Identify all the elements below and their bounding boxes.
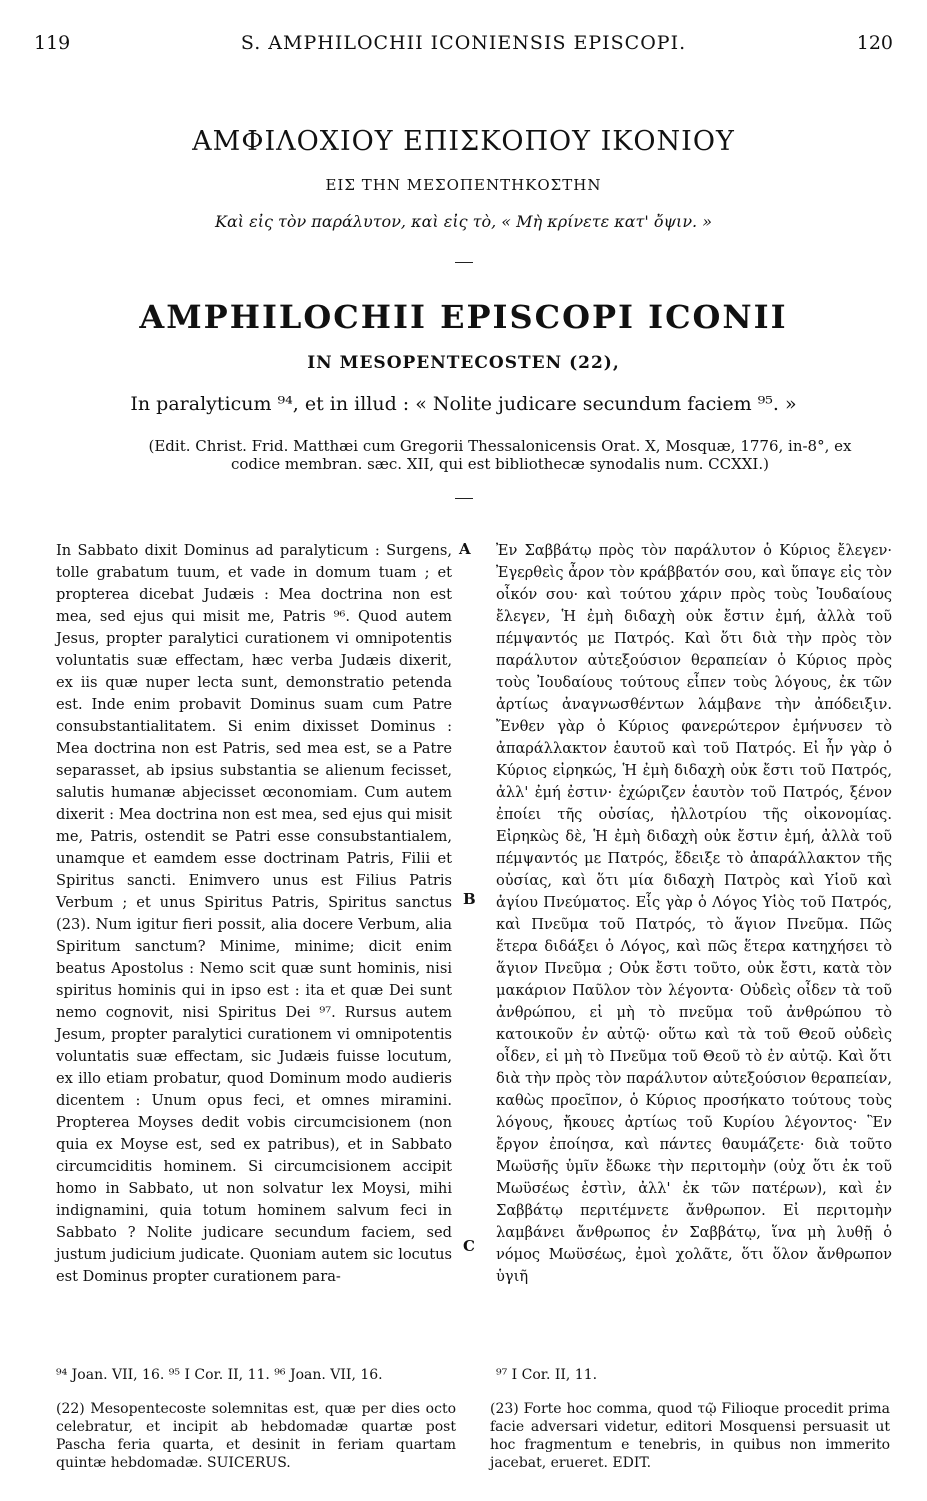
greek-text: Ἐν Σαββάτῳ πρὸς τὸν παράλυτον ὁ Κύριος ἔλεγεν· Ἐγερθεὶς ἆρον τὸν κράββατόν σου, καὶ ὕπαγε εἰς τὸν οἶκόν σου· καὶ τούτου χάριν πρὸς τοὺς Ἰουδαίους ἔλεγεν, Ἡ ἐμὴ διδαχὴ οὐκ ἔστιν ἐμή, ἀλλὰ τοῦ πέμψαντός με Πατρός. Καὶ ὅτι διὰ τὴν πρὸς τὸν παράλυτον αὐτεξούσιον θεραπείαν ὁ Κύριος πρὸς τοὺς Ἰουδαίους τούτους εἶπεν τοὺς λόγους, ἐκ τῶν ἀρτίως ἀναγνωσθέντων λάμβανε τὴν ἀπόδειξιν. Ἔνθεν γὰρ ὁ Κύριος φανερώτερον ἐμήνυσεν τὸ ἀπαράλλακτον ἑαυτοῦ καὶ τοῦ Πατρός. Εἰ ἦν γὰρ ὁ Κύριος εἰρηκώς, Ἡ ἐμὴ διδαχὴ οὐκ ἔστι τοῦ Πατρός, ἀλλ' ἐμή ἐστιν· ἐχώριζεν ἑαυτὸν τοῦ Πατρός, ξένον ἐποίει τῆς οὐσίας, ἠλλοτρίου τῆς οἰκονομίας. Εἰρηκὼς δὲ, Ἡ ἐμὴ διδαχὴ οὐκ ἔστιν ἐμή, ἀλλὰ τοῦ πέμψαντός με Πατρός, ἔδειξε τὸ ἀπαράλλακτον τῆς οὐσίας, καὶ ὅτι μία διδαχὴ Πατρὸς καὶ Υἱοῦ καὶ ἁγίου Πνεύματος. Εἷς γὰρ ὁ Λόγος Υἱὸς τοῦ Πατρός, καὶ Πνεῦμα τοῦ Πατρός, τὸ ἅγιον Πνεῦμα. Πῶς ἕτερα διδάξει ὁ Λόγος, καὶ πῶς ἕτερα κατηχήσει τὸ ἅγιον Πνεῦμα ; Οὐκ ἔστι τοῦτο, οὐκ ἔστι, κατὰ τὸν μακάριον Παῦλον τὸν λέγοντα· Οὐδεὶς οἶδεν τὰ τοῦ ἀνθρώπου, εἰ μὴ τὸ πνεῦμα τοῦ ἀνθρώπου τὸ κατοικοῦν ἐν αὐτῷ· οὕτω καὶ τὰ τοῦ Θεοῦ οὐδεὶς οἶδεν, εἰ μὴ τὸ Πνεῦμα τοῦ Θεοῦ τὸ ἐν αὐτῷ. Καὶ ὅτι διὰ τὴν πρὸς τὸν παράλυτον αὐτεξούσιον θεραπείαν, καθὼς προεῖπον, ὁ Κύριος προσήκατο τούτους τοὺς λόγους, ἤκουες ἀρτίως τοῦ Κυρίου λέγοντος· Ἓν ἔργον ἐποίησα, καὶ πάντες θαυμάζετε· διὰ τοῦτο Μωϋσῆς ὑμῖν ἔδωκε τὴν περιτομὴν (οὐχ ὅτι ἐκ τοῦ Μωϋσέως ἐστὶν, ἀλλ' ἐκ τῶν πατέρων), καὶ ἐν Σαββάτῳ περιτέμνετε ἄνθρωπον. Εἰ περιτομὴν λαμβάνει ἄνθρωπος ἐν Σαββάτῳ, ἵνα μὴ λυθῇ ὁ νόμος Μωϋσέως, ἐμοὶ χολᾶτε, ὅτι ὅλον ἄνθρωπον ὑγιῆ — [496, 542, 892, 1285]
latin-column — [56, 540, 452, 1288]
greek-column — [496, 540, 892, 1288]
footnote-22: (22) Mesopentecoste solemnitas est, quæ per dies octo celebratur, et incipit ab hebdomadæ quartæ post Pascha feria quarta, et desinit in feriam quartam quintæ hebdomadæ. SUICERUS. — [56, 1401, 456, 1471]
footnote-23: (23) Forte hoc comma, quod τῷ Filioque procedit prima facie adversari videtur, editori Mosquensi persuasit ut hoc fragmentum e tenebris, in quibus non immerito jacebat, erueret. EDIT. — [490, 1401, 890, 1471]
greek-subtitle: ΕΙΣ ΤΗΝ ΜΕΣΟΠΕΝΤΗΚΟΣΤΗΝ — [325, 176, 602, 194]
edition-note: (Edit. Christ. Frid. Matthæi cum Gregorii Thessalonicensis Orat. X, Mosquæ, 1776, in-8°, ex codice membran. sæc. XII, qui est bibliothecæ synodalis num. CCXXI.) — [148, 437, 852, 473]
greek-subtitle-2: Καὶ εἰς τὸν παράλυτον, καὶ εἰς τὸ, « Μὴ κρίνετε κατ' ὄψιν. » — [214, 212, 713, 231]
latin-text: In Sabbato dixit Dominus ad paralyticum : Surgens, tolle grabatum tuum, et vade in domum tuam ; et propterea dicebat Judæis : Mea doctrina non est mea, sed ejus qui misit me, Patris ⁹⁶. Quod autem Jesus, propter paralytici curationem vi omnipotentis voluntatis suæ effectam, hæc verba Judæis dixerit, ex iis quæ nuper lecta sunt, demonstratio petenda est. Inde enim probavit Dominus suam cum Patre consubstantialitatem. Si enim dixisset Dominus : Mea doctrina non est Patris, sed mea est, se a Patre separasset, ab ipsius substantia se alienum fecisset, salutis humanæ abjecisset œconomiam. Cum autem dixerit : Mea doctrina non est mea, sed ejus qui misit me, Patris, ostendit se Patri esse consubstantialem, unamque et eamdem esse doctrinam Patris, Filii et Spiritus sancti. Enimvero unus est Filius Patris Verbum ; et unus Spiritus Patris, Spiritus sanctus (23). Num igitur fieri possit, alia docere Verbum, alia Spiritum sanctum? Minime, minime; dicit enim beatus Apostolus : Nemo scit quæ sunt hominis, nisi spiritus hominis qui in ipso est : ita et quæ Dei sunt nemo cognovit, nisi Spiritus Dei ⁹⁷. Rursus autem Jesum, propter paralytici curationem vi omnipotentis voluntatis suæ effectam, sic Judæis fuisse locutum, ex illo etiam probatur, quod Dominum modo audieris dicentem : Unum opus feci, et omnes miramini. Propterea Moyses dedit vobis circumcisionem (non quia ex Moyse est, sed ex patribus), et in Sabbato circumciditis hominem. Si circumcisionem accipit homo in Sabbato, ut non solvatur lex Moysi, mihi indignamini, quia totum hominem salvum feci in Sabbato ? Nolite judicare secundum faciem, sed justum judicium judicate. Quoniam autem sic locutus est Dominus propter curationem para- — [56, 542, 452, 1285]
greek-title: ΑΜΦΙΛΟΧΙΟΥ ΕΠΙΣΚΟΠΟΥ ΙΚΟΝΙΟΥ — [192, 126, 735, 157]
scripture-refs-left: ⁹⁴ Joan. VII, 16. ⁹⁵ I Cor. II, 11. ⁹⁶ Joan. VII, 16. — [56, 1367, 383, 1383]
divider-2 — [455, 498, 473, 499]
page-number-right: 120 — [856, 32, 893, 54]
margin-letter-c: C — [463, 1237, 475, 1255]
margin-letter-a: A — [459, 540, 471, 558]
latin-title: AMPHILOCHII EPISCOPI ICONII — [139, 298, 788, 336]
divider-1 — [455, 262, 473, 263]
latin-subtitle: IN MESOPENTECOSTEN (22), — [307, 353, 620, 373]
running-header — [0, 32, 927, 58]
latin-subtitle-2: In paralyticum ⁹⁴, et in illud : « Nolite judicare secundum faciem ⁹⁵. » — [130, 393, 797, 415]
margin-letter-b: B — [463, 890, 476, 908]
running-title: S. AMPHILOCHII ICONIENSIS EPISCOPI. — [240, 32, 687, 54]
scripture-refs-right: ⁹⁷ I Cor. II, 11. — [496, 1367, 598, 1383]
page-number-left: 119 — [34, 32, 71, 54]
